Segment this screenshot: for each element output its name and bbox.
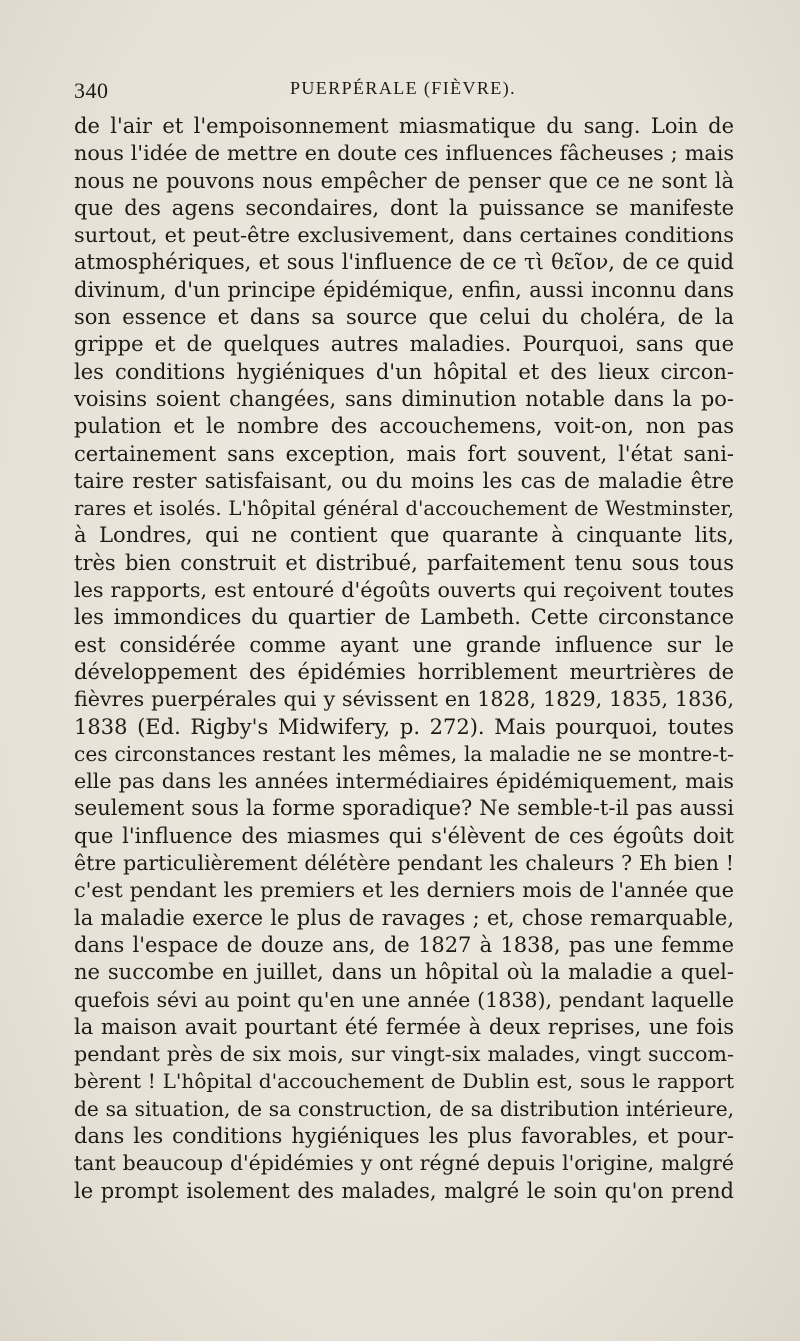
text-line: c'est pendant les premiers et les derniers mois de l'année que [74, 878, 734, 903]
text-line: ne succombe en juillet, dans un hôpital où la maladie a quel- [74, 960, 734, 985]
text-line: le prompt isolement des malades, malgré le soin qu'on prend [74, 1178, 734, 1203]
running-head: PUERPÉRALE (FIÈVRE). [290, 78, 516, 98]
text-line: seulement sous la forme sporadique? Ne semble-t-il pas aussi [74, 796, 734, 821]
text-line: très bien construit et distribué, parfaitement tenu sous tous [74, 550, 734, 575]
text-line: ces circonstances restant les mêmes, la maladie ne se montre-t- [74, 741, 734, 766]
text-line: quefois sévi au point qu'en une année (1838), pendant laquelle [74, 987, 734, 1012]
text-line: grippe et de quelques autres maladies. Pourquoi, sans que [74, 332, 734, 357]
text-line: pendant près de six mois, sur vingt-six malades, vingt succom- [74, 1042, 734, 1067]
text-line: de sa situation, de sa construction, de sa distribution intérieure, [74, 1096, 734, 1121]
text-line: bèrent ! L'hôpital d'accouchement de Dublin est, sous le rapport [74, 1069, 734, 1094]
text-line: la maladie exerce le plus de ravages ; et, chose remarquable, [74, 905, 734, 930]
text-line: que l'influence des miasmes qui s'élèvent de ces égoûts doit [74, 823, 734, 848]
text-line: développement des épidémies horriblement meurtrières de [74, 659, 734, 684]
text-line: les rapports, est entouré d'égoûts ouverts qui reçoivent toutes [74, 578, 734, 603]
text-line: que des agens secondaires, dont la puissance se manifeste [74, 195, 734, 220]
text-line: être particulièrement délétère pendant les chaleurs ? Eh bien ! [74, 851, 734, 876]
text-line: atmosphériques, et sous l'influence de ce τὶ θεῖον, de ce quid [74, 250, 734, 275]
text-line: surtout, et peut-être exclusivement, dans certaines conditions [74, 223, 734, 248]
text-line: la maison avait pourtant été fermée à deux reprises, une fois [74, 1014, 734, 1039]
text-line: les immondices du quartier de Lambeth. Cette circonstance [74, 605, 734, 630]
page-number: 340 [74, 78, 109, 103]
page-header [74, 78, 734, 110]
text-line: certainement sans exception, mais fort souvent, l'état sani- [74, 441, 734, 466]
text-line: taire rester satisfaisant, ou du moins les cas de maladie être [74, 468, 734, 493]
text-line: voisins soient changées, sans diminution notable dans la po- [74, 386, 734, 411]
text-line: dans les conditions hygiéniques les plus favorables, et pour- [74, 1123, 734, 1148]
text-line: son essence et dans sa source que celui du choléra, de la [74, 305, 734, 330]
text-line: divinum, d'un principe épidémique, enfin, aussi inconnu dans [74, 277, 734, 302]
text-line: rares et isolés. L'hôpital général d'accouchement de Westminster, [74, 497, 734, 521]
text-line: de l'air et l'empoisonnement miasmatique du sang. Loin de [74, 114, 734, 138]
text-line: à Londres, qui ne contient que quarante à cinquante lits, [74, 523, 734, 548]
text-line: est considérée comme ayant une grande influence sur le [74, 632, 734, 657]
body-text [74, 113, 734, 1205]
text-line: 1838 (Ed. Rigby's Midwifery, p. 272). Mais pourquoi, toutes [74, 714, 734, 739]
text-line: fièvres puerpérales qui y sévissent en 1828, 1829, 1835, 1836, [74, 687, 734, 712]
text-line: les conditions hygiéniques d'un hôpital et des lieux circon- [74, 359, 734, 384]
text-line: tant beaucoup d'épidémies y ont régné depuis l'origine, malgré [74, 1151, 734, 1176]
text-line: pulation et le nombre des accouchemens, voit-on, non pas [74, 414, 734, 439]
text-line: dans l'espace de douze ans, de 1827 à 1838, pas une femme [74, 932, 734, 957]
text-line: nous ne pouvons nous empêcher de penser que ce ne sont là [74, 168, 734, 193]
text-line: elle pas dans les années intermédiaires épidémiquement, mais [74, 769, 734, 794]
text-line: nous l'idée de mettre en doute ces influences fâcheuses ; mais [74, 141, 734, 166]
